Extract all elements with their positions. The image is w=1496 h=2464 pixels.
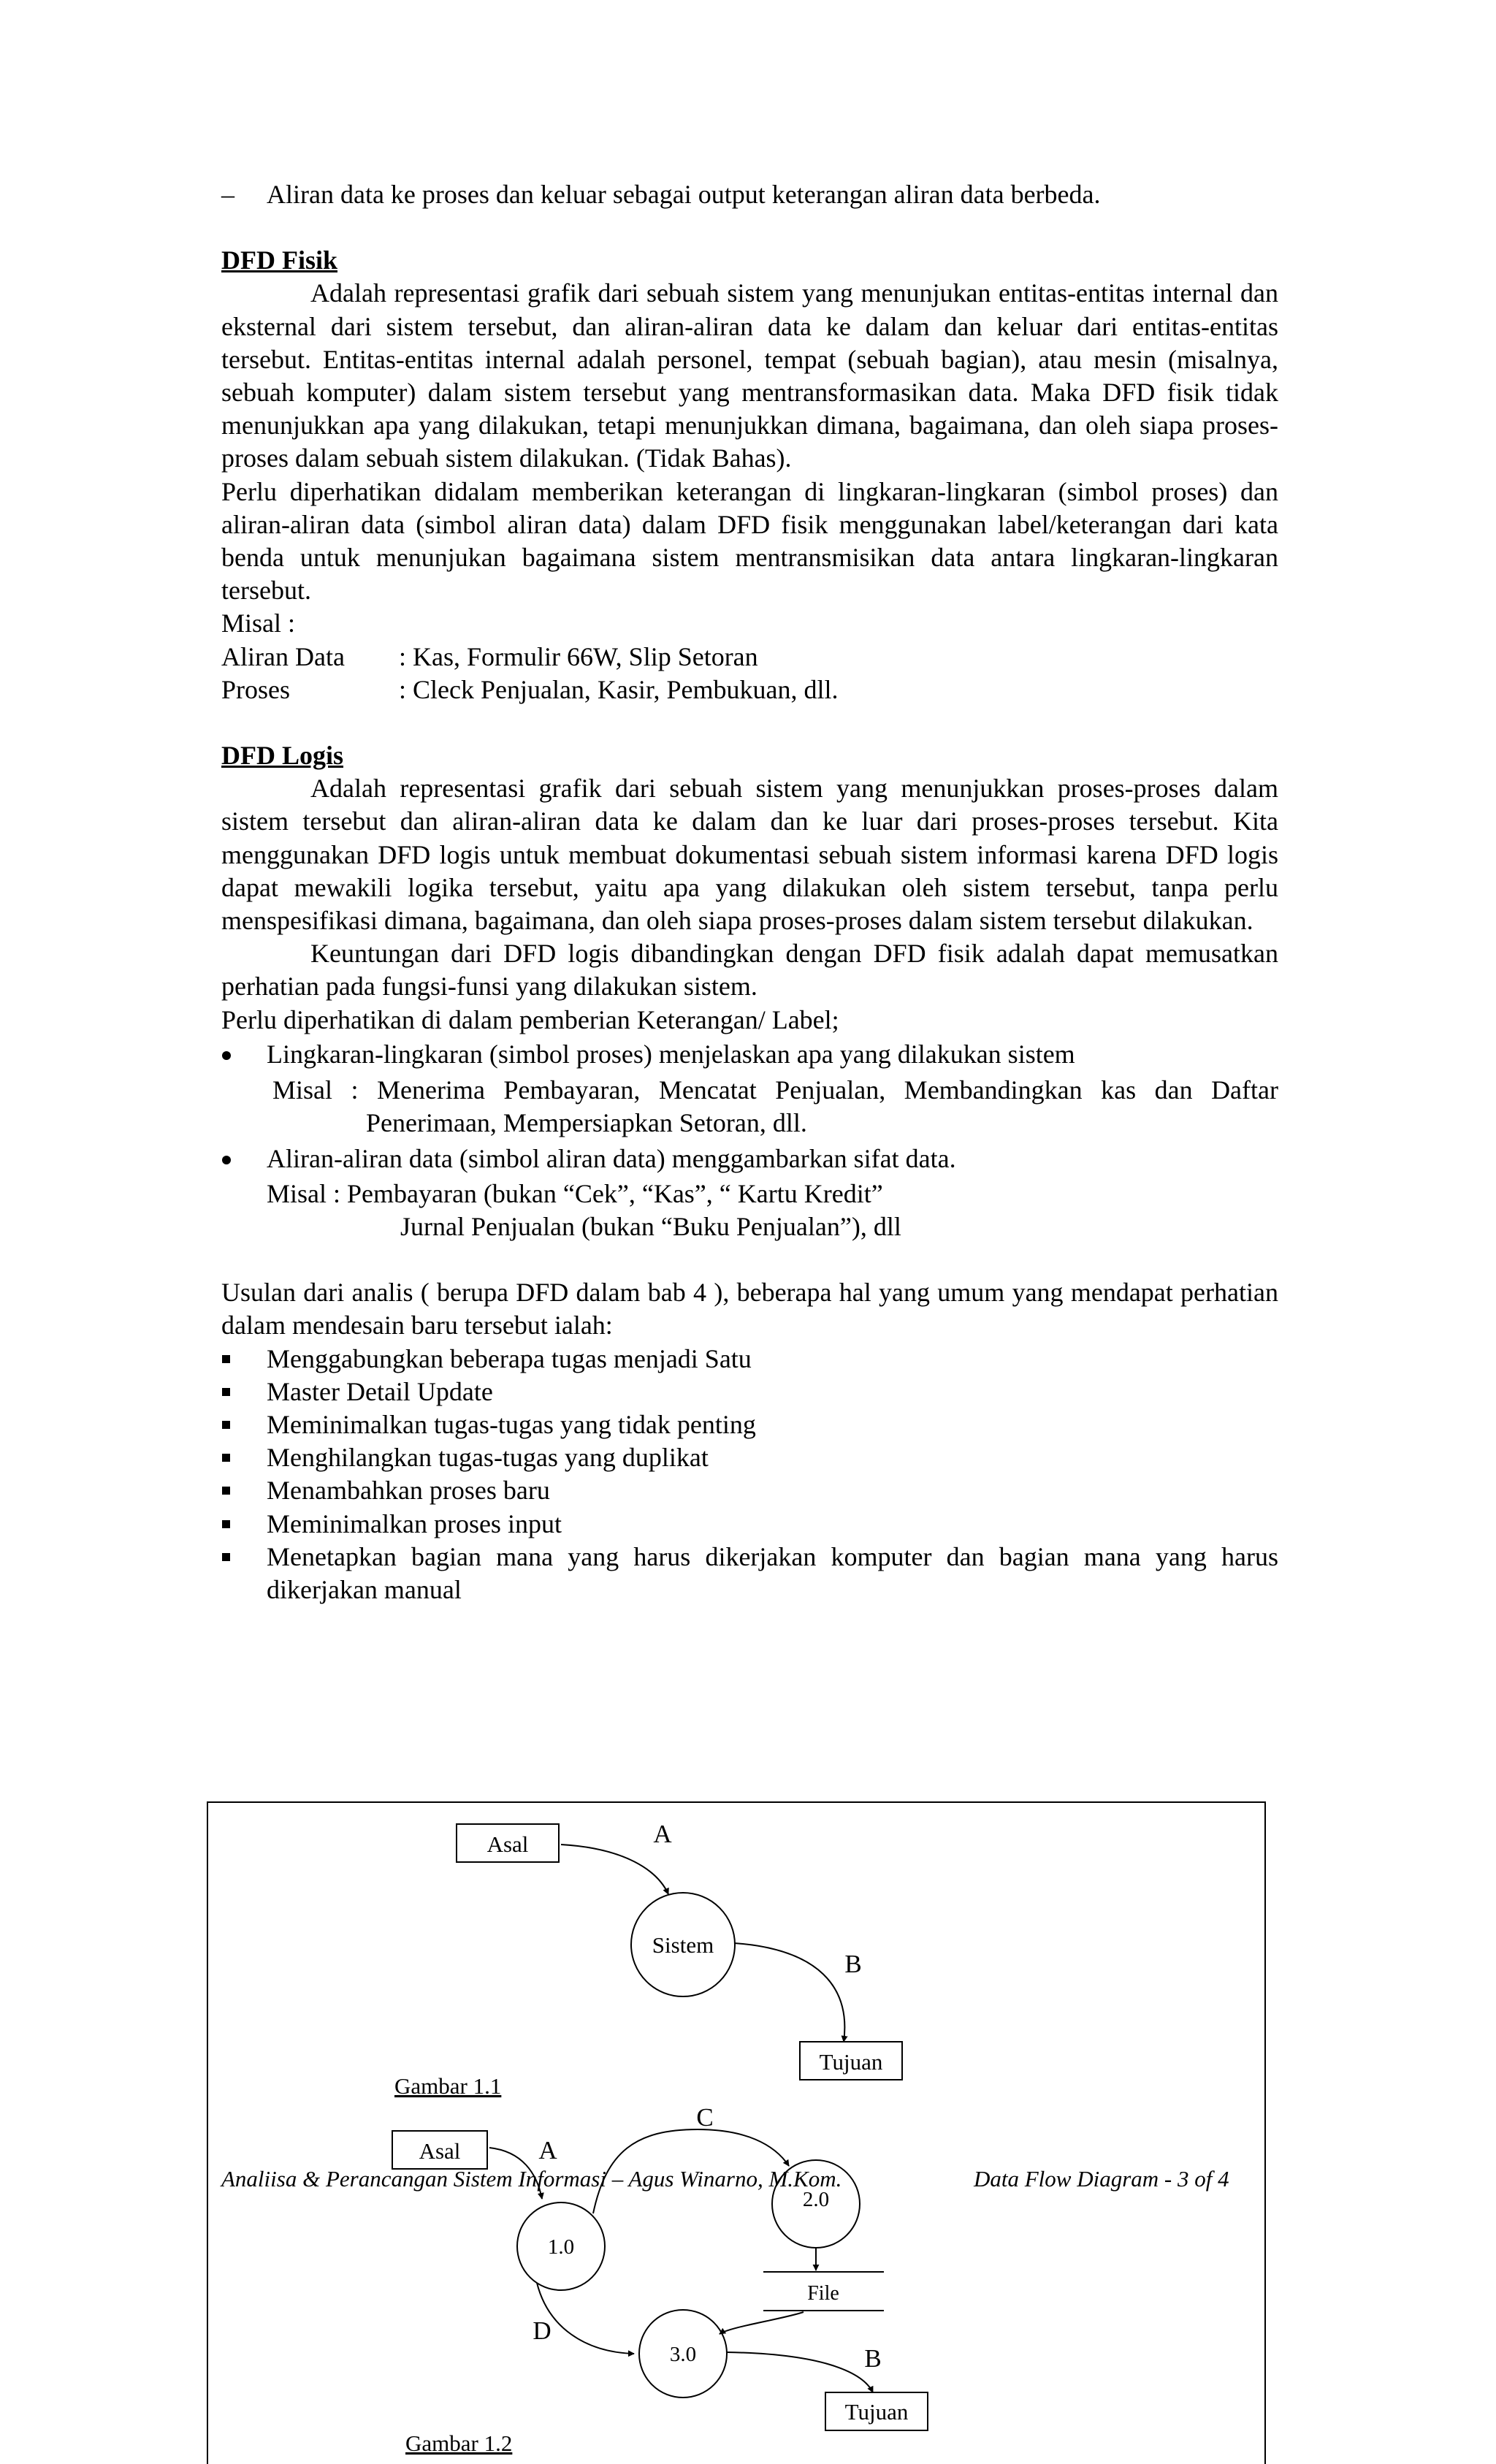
page-footer <box>221 2166 1251 2192</box>
heading-dfd-logis: DFD Logis <box>221 741 344 771</box>
process-label: Sistem <box>652 1932 714 1958</box>
process-label: 3.0 <box>669 2343 697 2366</box>
data-store-label: File <box>807 2282 839 2305</box>
example-label: Proses <box>221 674 291 704</box>
intro-item-text: Aliran data ke proses dan keluar sebagai output keterangan aliran data berbeda. <box>267 180 1101 209</box>
flow-label-c: C <box>696 2103 714 2132</box>
usulan-item-text: Meminimalkan tugas-tugas yang tidak penting <box>267 1409 756 1439</box>
usulan-item-text: Menambahkan proses baru <box>267 1476 550 1506</box>
logis-paragraph-1: Adalah representasi grafik dari sebuah sistem yang menunjukkan proses-proses dalam sistem tersebut dan aliran-aliran data ke dalam dan ke luar dari proses-proses tersebut. Kita menggunakan DFD logis untuk membuat dokumentasi sebuah sistem informasi karena DFD logis dapat mewakili logika tersebut, yaitu apa yang dilakukan oleh sistem tersebut, tanpa perlu menspesifikasi dimana, bagaimana, dan oleh siapa proses-proses dalam sistem tersebut dilakukan. <box>221 774 1278 936</box>
fisik-paragraph-1: Adalah representasi grafik dari sebuah sistem yang menunjukan entitas-entitas internal dan eksternal dari sistem tersebut, dan aliran-aliran data ke dalam dan keluar dari entitas-entitas tersebut. Entitas-entitas internal adalah personel, tempat (sebuah bagian), atau mesin (misalnya, sebuah komputer) dalam sistem tersebut yang mentransformasikan data. Maka DFD fisik tidak menunjukkan apa yang dilakukan, tetapi menunjukkan dimana, bagaimana, dan oleh siapa proses-proses dalam sebuah sistem dilakukan. (Tidak Bahas). <box>221 278 1278 473</box>
logis-paragraph-2: Keuntungan dari DFD logis dibandingkan dengan DFD fisik adalah dapat memusatkan perhatian pada fungsi-funsi yang dilakukan sistem. <box>221 939 1278 1002</box>
flow-label-a: A <box>653 1820 672 1848</box>
flow-arrow-b <box>727 2352 873 2392</box>
figure-caption: Gambar 1.1 <box>394 2073 502 2099</box>
example-label: Aliran Data <box>221 641 345 671</box>
footer-right: Data Flow Diagram - 3 of 4 <box>974 2166 1229 2192</box>
usulan-item-text: Menghilangkan tugas-tugas yang duplikat <box>267 1443 709 1473</box>
heading-dfd-fisik: DFD Fisik <box>221 245 338 275</box>
sink-label: Tujuan <box>819 2049 883 2075</box>
flow-arrow-a <box>561 1845 668 1894</box>
bullet-example: Misal : Pembayaran (bukan “Cek”, “Kas”, “ Kartu Kredit” <box>267 1178 883 1208</box>
flow-label-d: D <box>533 2316 552 2345</box>
flow-label-a: A <box>538 2136 557 2164</box>
footer-left: Analiisa & Perancangan Sistem Informasi – Agus Winarno, M.Kom. <box>221 2166 842 2192</box>
bullet-text: Aliran-aliran data (simbol aliran data) menggambarkan sifat data. <box>267 1144 956 1174</box>
source-label: Asal <box>486 1831 529 1857</box>
flow-label-b: B <box>844 1950 862 1978</box>
fisik-misal-label: Misal : <box>221 609 296 638</box>
bullet-example: Jurnal Penjualan (bukan “Buku Penjualan”), dll <box>400 1211 901 1241</box>
flow-arrow-b <box>734 1943 844 2042</box>
example-value: : Kas, Formulir 66W, Slip Setoran <box>399 641 758 671</box>
dash-marker: – <box>221 180 234 209</box>
flow-arrow-from-file <box>720 2312 804 2334</box>
usulan-paragraph: Usulan dari analis ( berupa DFD dalam bab 4 ), beberapa hal yang umum yang mendapat perhatian dalam mendesain baru tersebut ialah: <box>221 1278 1278 1340</box>
usulan-item-text: Menggabungkan beberapa tugas menjadi Satu <box>267 1343 752 1373</box>
figure-caption: Gambar 1.2 <box>405 2430 513 2456</box>
bullet-example: Misal : Menerima Pembayaran, Mencatat Penjualan, Membandingkan kas dan Daftar Penerimaan, Mempersiapkan Setoran, dll. <box>272 1075 1278 1138</box>
bullet-text: Lingkaran-lingkaran (simbol proses) menjelaskan apa yang dilakukan sistem <box>267 1039 1075 1069</box>
source-label: Asal <box>419 2138 461 2164</box>
flow-arrow-d <box>537 2283 634 2354</box>
example-value: : Cleck Penjualan, Kasir, Pembukuan, dll. <box>399 674 839 704</box>
process-label: 2.0 <box>802 2188 830 2211</box>
sink-label: Tujuan <box>844 2399 909 2425</box>
usulan-item-text: Master Detail Update <box>267 1376 493 1406</box>
usulan-item-text: Menetapkan bagian mana yang harus dikerjakan komputer dan bagian mana yang harus dikerjakan manual <box>267 1541 1278 1604</box>
flow-label-b: B <box>864 2344 882 2373</box>
fisik-paragraph-2: Perlu diperhatikan didalam memberikan keterangan di lingkaran-lingkaran (simbol proses) dan aliran-aliran data (simbol aliran data) dalam DFD fisik menggunakan label/keterangan dari kata benda untuk menunjukan bagaimana sistem mentransmisikan data antara lingkaran-lingkaran tersebut. <box>221 476 1278 606</box>
usulan-item-text: Meminimalkan proses input <box>267 1508 562 1538</box>
logis-paragraph-3: Perlu diperhatikan di dalam pemberian Keterangan/ Label; <box>221 1004 839 1034</box>
process-label: 1.0 <box>547 2235 575 2259</box>
